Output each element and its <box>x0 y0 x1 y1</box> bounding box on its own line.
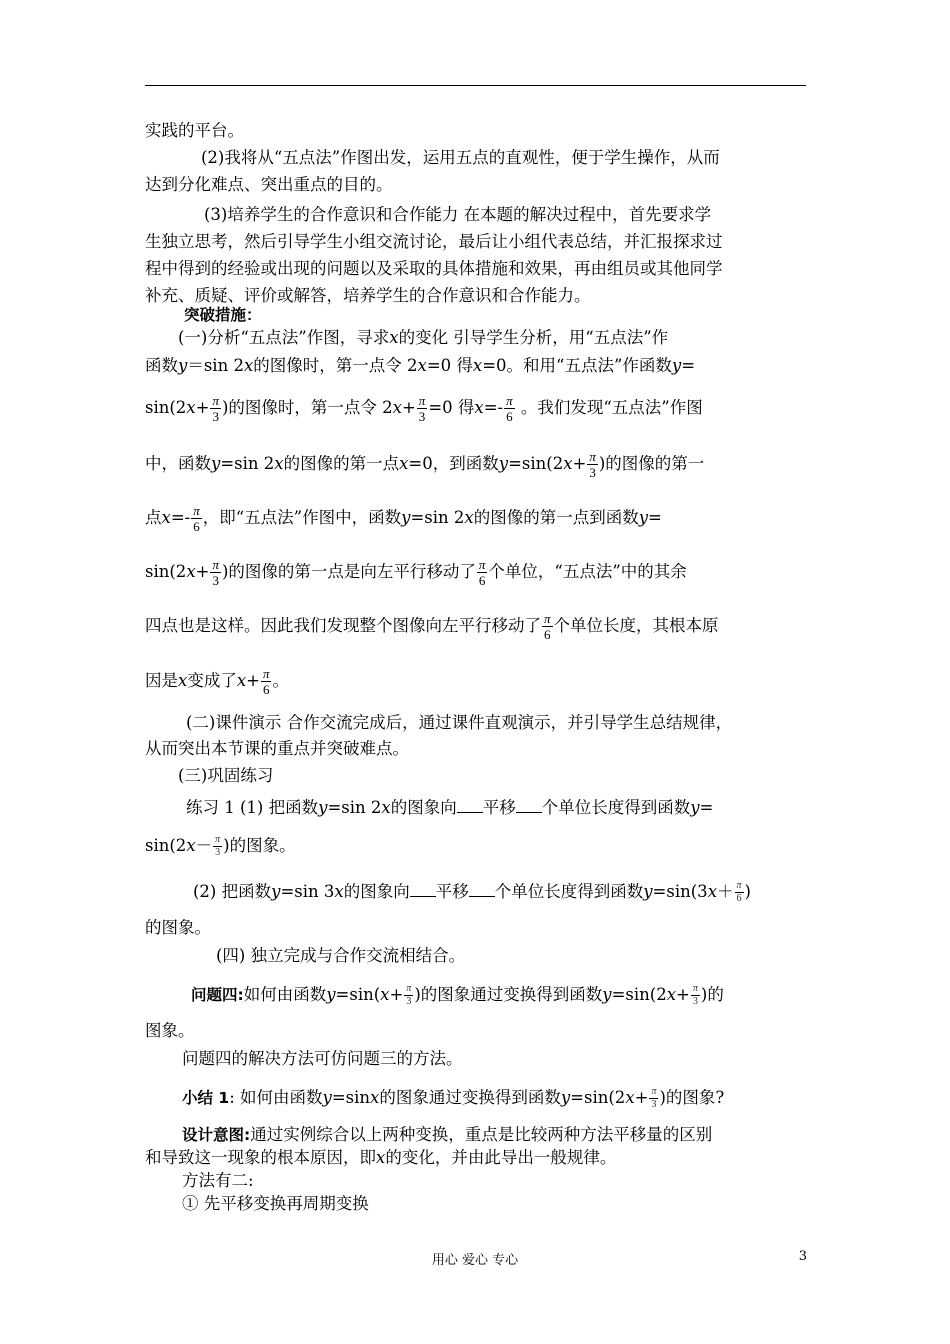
page-number: 3 <box>798 1249 807 1264</box>
fraction-pi-over-6: $\frac{\pi}{6}$ <box>736 880 742 904</box>
text-line: 问题四:如何由函数y=sin(x+ $\frac{\pi}{3}$ )的图象通过变换得到函数y=sin(2x+ $\frac{\pi}{3}$ )的 <box>191 983 724 1007</box>
text-line: 和导致这一现象的根本原因，即x的变化，并由此导出一般规律。 <box>145 1148 617 1167</box>
text-line: 问题四的解决方法可仿问题三的方法。 <box>182 1049 463 1068</box>
text-line: 小结 1: 如何由函数y=sinx的图象通过变换得到函数y=sin(2x+ $\frac{\pi}{3}$ )的图象? <box>182 1086 725 1110</box>
text-line: (2) 把函数y=sin 3x的图象向 平移 个单位长度得到函数y=sin(3x＋ $\frac{\pi}{6}$ ) <box>193 880 751 904</box>
fraction-pi-over-3: $\frac{\pi}{3}$ <box>589 449 596 480</box>
fill-blank <box>410 882 436 897</box>
text-line: (3)培养学生的合作意识和合作能力 在本题的解决过程中，首先要求学 <box>204 205 712 224</box>
fraction-pi-over-3: $\frac{\pi}{3}$ <box>215 834 221 858</box>
text-line: 的图象。 <box>145 918 211 937</box>
fraction-pi-over-3: $\frac{\pi}{3}$ <box>406 983 412 1007</box>
fraction-pi-over-6: $\frac{\pi}{6}$ <box>478 557 486 588</box>
fraction-pi-over-3: $\frac{\pi}{3}$ <box>418 393 426 424</box>
text-line: (二)课件演示 合作交流完成后，通过课件直观演示，并引导学生总结规律， <box>186 713 733 732</box>
text-line: 方法有二: <box>182 1171 254 1190</box>
fraction-pi-over-3: $\frac{\pi}{3}$ <box>692 983 698 1007</box>
text-line: 实践的平台。 <box>145 121 244 140</box>
text-line: 练习 1 (1) 把函数y=sin 2x的图象向 平移 个单位长度得到函数y= <box>186 798 714 817</box>
text-line: 生独立思考，然后引导学生小组交流讨论，最后让小组代表总结，并汇报探求过 <box>145 232 723 251</box>
summary-label: 小结 1 <box>182 1089 230 1107</box>
text-line: (四) 独立完成与合作交流相结合。 <box>216 946 466 965</box>
text-line: (2)我将从“五点法”作图出发，运用五点的直观性，便于学生操作，从而 <box>201 148 720 167</box>
text-line: 因是x变成了x+ $\frac{\pi}{6}$ 。 <box>145 666 289 697</box>
text-line: 程中得到的经验或出现的问题以及采取的具体措施和效果，再由组员或其他同学 <box>145 259 723 278</box>
text-line: (三)巩固练习 <box>178 766 274 785</box>
design-intent-label: 设计意图: <box>182 1126 251 1144</box>
fill-blank <box>469 882 495 897</box>
text-line: 补充、质疑、评价或解答，培养学生的合作意识和合作能力。 <box>145 286 591 305</box>
header-rule <box>145 85 806 86</box>
fraction-pi-over-6: $\frac{\pi}{6}$ <box>193 503 200 534</box>
fraction-pi-over-6: $\frac{\pi}{6}$ <box>506 393 513 424</box>
text-line: ① 先平移变换再周期变换 <box>182 1194 369 1213</box>
text-line: sin(2x－ $\frac{\pi}{3}$ )的图象。 <box>145 834 296 858</box>
text-line: 四点也是这样。因此我们发现整个图像向左平行移动了 $\frac{\pi}{6}$ 个单位长度，其根本原 <box>145 611 719 642</box>
fraction-pi-over-3: $\frac{\pi}{3}$ <box>212 393 219 424</box>
fraction-pi-over-3: $\frac{\pi}{3}$ <box>212 557 219 588</box>
text-line: 达到分化难点、突出重点的目的。 <box>145 175 393 194</box>
fill-blank <box>516 798 542 813</box>
footer-motto: 用心 爱心 专心 <box>431 1253 519 1268</box>
problem-label: 问题四: <box>191 986 244 1004</box>
text-line: 函数y＝sin 2x的图像时，第一点令 2x=0 得x=0。和用“五点法”作函数y= <box>145 356 696 375</box>
text-line: 中，函数y=sin 2x的图像的第一点x=0，到函数y=sin(2x+ $\frac{\pi}{3}$ )的图像的第一 <box>145 449 705 480</box>
fraction-pi-over-6: $\frac{\pi}{6}$ <box>544 611 551 642</box>
fill-blank <box>457 798 483 813</box>
text-line: sin(2x+ $\frac{\pi}{3}$ )的图像的第一点是向左平行移动了 $\frac{\pi}{6}$ 个单位，“五点法”中的其余 <box>145 557 687 588</box>
text-line: (一)分析“五点法”作图，寻求x的变化 引导学生分析，用“五点法”作 <box>178 328 669 347</box>
text-line: 从而突出本节课的重点并突破难点。 <box>145 739 409 758</box>
text-line: 设计意图:通过实例综合以上两种变换，重点是比较两种方法平移量的区别 <box>182 1125 713 1144</box>
text-line: 点x=- $\frac{\pi}{6}$ ，即“五点法”作图中，函数y=sin 2x的图像的第一点到函数y= <box>145 503 662 534</box>
fraction-pi-over-6: $\frac{\pi}{6}$ <box>262 666 270 697</box>
fraction-pi-over-3: $\frac{\pi}{3}$ <box>651 1086 657 1110</box>
text-line: 图象。 <box>145 1021 195 1040</box>
section-heading: 突破措施： <box>184 306 262 324</box>
text-line: sin(2x+ $\frac{\pi}{3}$ )的图像时，第一点令 2x+ $\frac{\pi}{3}$ =0 得x=- $\frac{\pi}{6}$ 。我们发现“五点法”作图 <box>145 393 703 424</box>
